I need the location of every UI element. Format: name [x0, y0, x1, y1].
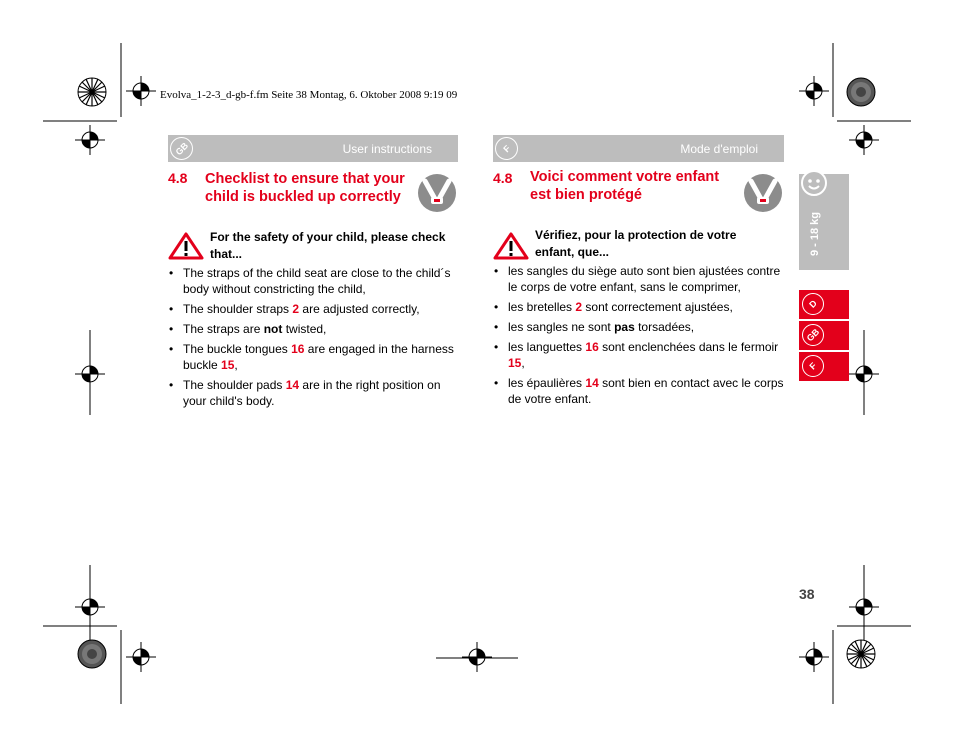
registration-mark-icon [75, 592, 105, 622]
weight-class-tab [799, 174, 849, 270]
item-text: are in the right position on your child's body. [183, 378, 441, 408]
lang-tab-gb[interactable] [799, 321, 849, 350]
page-number: 38 [799, 586, 815, 602]
warning-triangle-icon [493, 232, 529, 260]
list-item [493, 299, 788, 315]
registration-mark-icon [462, 642, 492, 672]
item-text: les sangles du siège auto sont bien ajustées contre le corps de votre enfant, sans le comprimer, [508, 264, 781, 294]
gb-language-badge: GB [165, 132, 198, 165]
list-item [168, 341, 458, 373]
registration-mark-icon [799, 76, 829, 106]
item-text: are adjusted correctly, [299, 302, 420, 316]
registration-mark-icon [849, 359, 879, 389]
f-language-badge: F [490, 132, 523, 165]
weight-class-label: 9 - 18 kg [809, 211, 821, 256]
part-number: 15 [508, 356, 522, 370]
registration-mark-icon [126, 642, 156, 672]
item-text: les bretelles [508, 300, 576, 314]
f-band-label: Mode d'emploi [680, 142, 758, 156]
part-number: 16 [291, 342, 305, 356]
item-text: The buckle tongues [183, 342, 292, 356]
gb-band-label: User instructions [342, 142, 432, 156]
part-number: 14 [285, 378, 300, 392]
registration-mark-icon [75, 359, 105, 389]
f-section-title: Voici comment votre enfant est bien protégé [530, 169, 720, 203]
list-item [493, 339, 788, 371]
emphasis: not [263, 322, 283, 336]
halftone-circle-icon [77, 639, 107, 669]
list-item [493, 263, 788, 295]
child-harness-icon [743, 173, 783, 213]
registration-mark-icon [126, 76, 156, 106]
list-item [493, 319, 788, 335]
f-column-band [493, 135, 784, 162]
list-item [493, 375, 788, 407]
part-number: 14 [585, 376, 599, 390]
item-text: sont correctement ajustées, [582, 300, 733, 314]
item-text: , [521, 356, 525, 370]
registration-mark-icon [849, 125, 879, 155]
lang-tab-f-label: F [797, 350, 828, 381]
item-text: les languettes [508, 340, 586, 354]
item-text: are engaged in the harness buckle [183, 342, 454, 372]
lang-tab-gb-label: GB [797, 319, 828, 350]
part-number: 2 [292, 302, 300, 316]
item-text: The straps of the child seat are close to the child´s body without constricting the child, [183, 266, 451, 296]
list-item [168, 321, 458, 337]
registration-mark-icon [849, 592, 879, 622]
list-item [168, 265, 458, 297]
registration-mark-icon [75, 125, 105, 155]
item-text: sont enclenchées dans le fermoir [598, 340, 779, 354]
halftone-circle-icon [846, 639, 876, 669]
part-number: 16 [585, 340, 599, 354]
item-text: les sangles ne sont [508, 320, 615, 334]
child-face-icon [799, 168, 829, 198]
f-warning-text: Vérifiez, pour la protection de votre enfant, que... [535, 228, 737, 259]
list-item [168, 301, 458, 317]
f-checklist [493, 263, 788, 411]
gb-warning-text: For the safety of your child, please check that... [210, 230, 446, 261]
item-text: twisted, [282, 322, 327, 336]
gb-section-title: Checklist to ensure that your child is buckled up correctly [205, 171, 405, 205]
gb-column-band [168, 135, 458, 162]
part-number: 15 [221, 358, 235, 372]
lang-tab-d-label: D [797, 288, 828, 319]
item-text: , [234, 358, 238, 372]
part-number: 2 [575, 300, 583, 314]
item-text: torsadées, [634, 320, 695, 334]
registration-mark-icon [799, 642, 829, 672]
gb-checklist [168, 265, 458, 413]
f-section-number: 4.8 [493, 170, 513, 186]
file-info-line: Evolva_1-2-3_d-gb-f.fm Seite 38 Montag, 6. Oktober 2008 9:19 09 [160, 89, 458, 101]
warning-triangle-icon [168, 232, 204, 260]
child-harness-icon [417, 173, 457, 213]
emphasis: pas [614, 320, 635, 334]
halftone-circle-icon [77, 77, 107, 107]
item-text: The shoulder straps [183, 302, 293, 316]
item-text: les épaulières [508, 376, 586, 390]
item-text: The straps are [183, 322, 264, 336]
halftone-circle-icon [846, 77, 876, 107]
gb-section-number: 4.8 [168, 170, 188, 186]
item-text: The shoulder pads [183, 378, 286, 392]
lang-tab-d[interactable] [799, 290, 849, 319]
item-text: sont bien en contact avec le corps de votre enfant. [508, 376, 784, 406]
list-item [168, 377, 458, 409]
lang-tab-f[interactable] [799, 352, 849, 381]
